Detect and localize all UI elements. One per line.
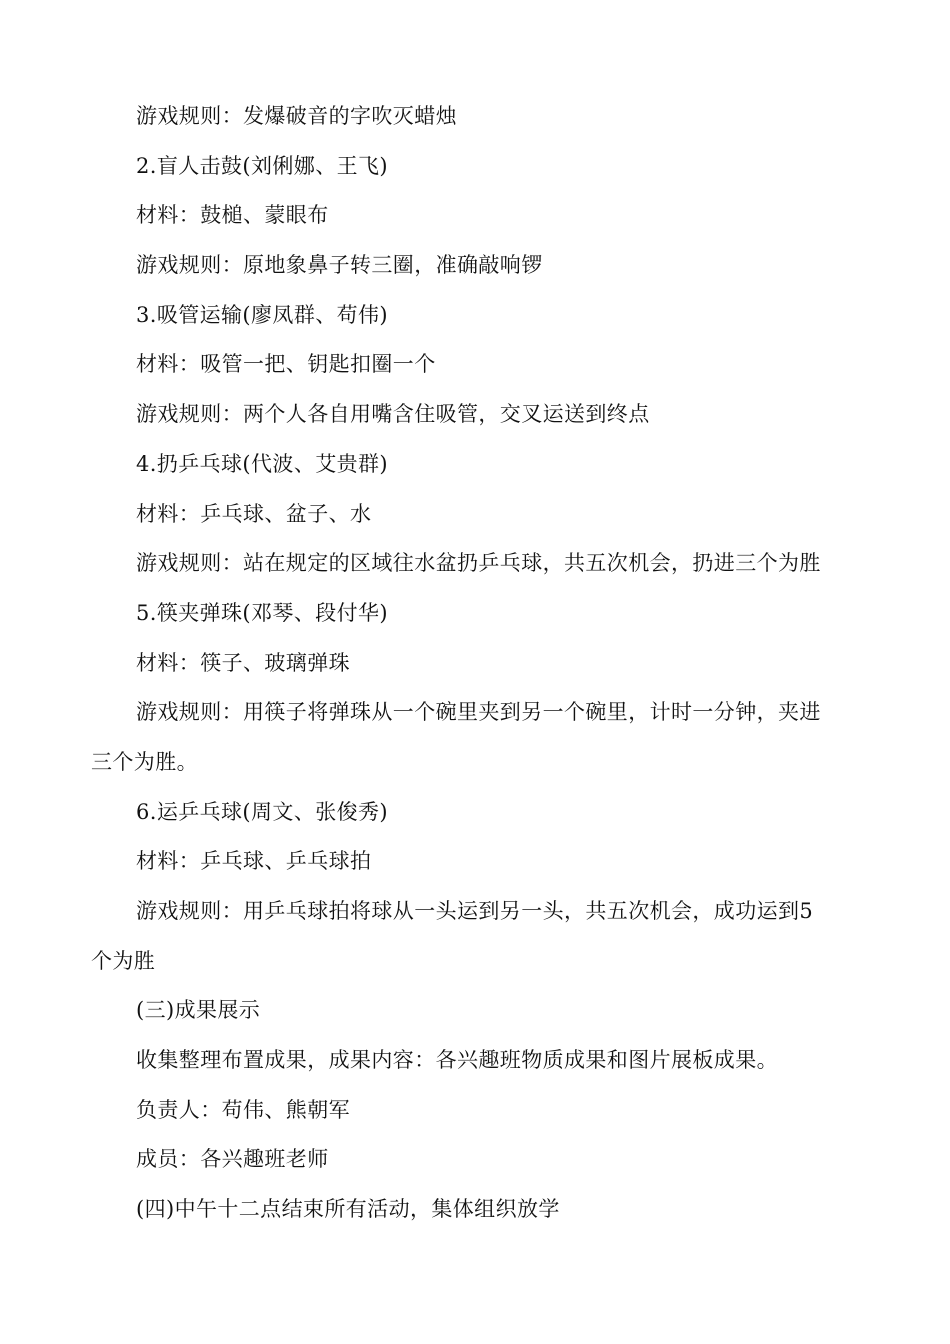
game-heading-ping-pong-carry: 6.运乒乓球(周文、张俊秀) xyxy=(136,799,389,824)
rule-ping-pong-carry-continued: 个为胜 xyxy=(91,948,156,973)
materials-chopstick-marbles: 材料：筷子、玻璃弹珠 xyxy=(136,650,350,675)
materials-ping-pong-toss: 材料：乒乓球、盆子、水 xyxy=(136,501,372,526)
game-heading-ping-pong-toss: 4.扔乒乓球(代波、艾贵群) xyxy=(136,451,389,476)
section-heading-results: (三)成果展示 xyxy=(136,998,261,1023)
rule-chopstick-marbles: 游戏规则：用筷子将弹珠从一个碗里夹到另一个碗里，计时一分钟，夹进 xyxy=(136,700,821,725)
rule-chopstick-marbles-continued: 三个为胜。 xyxy=(91,749,198,774)
rule-straw-transport: 游戏规则：两个人各自用嘴含住吸管，交叉运送到终点 xyxy=(136,402,650,427)
rule-ping-pong-carry: 游戏规则：用乒乓球拍将球从一头运到另一头，共五次机会，成功运到5 xyxy=(136,899,814,923)
document-body xyxy=(0,104,950,1247)
materials-ping-pong-carry: 材料：乒乓球、乒乓球拍 xyxy=(136,849,372,874)
rule-ping-pong-toss: 游戏规则：站在规定的区域往水盆扔乒乓球，共五次机会，扔进三个为胜 xyxy=(136,551,821,576)
results-members: 成员：各兴趣班老师 xyxy=(136,1147,329,1172)
materials-blind-drum: 材料：鼓槌、蒙眼布 xyxy=(136,203,329,228)
game-heading-blind-drum: 2.盲人击鼓(刘俐娜、王飞) xyxy=(136,153,389,178)
materials-straw-transport: 材料：吸管一把、钥匙扣圈一个 xyxy=(136,352,436,377)
section-heading-dismissal: (四)中午十二点结束所有活动，集体组织放学 xyxy=(136,1197,560,1222)
game-heading-chopstick-marbles: 5.筷夹弹珠(邓琴、段付华) xyxy=(136,600,389,625)
results-responsible: 负责人：苟伟、熊朝军 xyxy=(136,1097,350,1122)
game-heading-straw-transport: 3.吸管运输(廖凤群、苟伟) xyxy=(136,302,389,327)
rule-blind-drum: 游戏规则：原地象鼻子转三圈，准确敲响锣 xyxy=(136,253,543,278)
results-description: 收集整理布置成果，成果内容：各兴趣班物质成果和图片展板成果。 xyxy=(136,1048,778,1073)
rule-blow-candle: 游戏规则：发爆破音的字吹灭蜡烛 xyxy=(136,104,457,128)
